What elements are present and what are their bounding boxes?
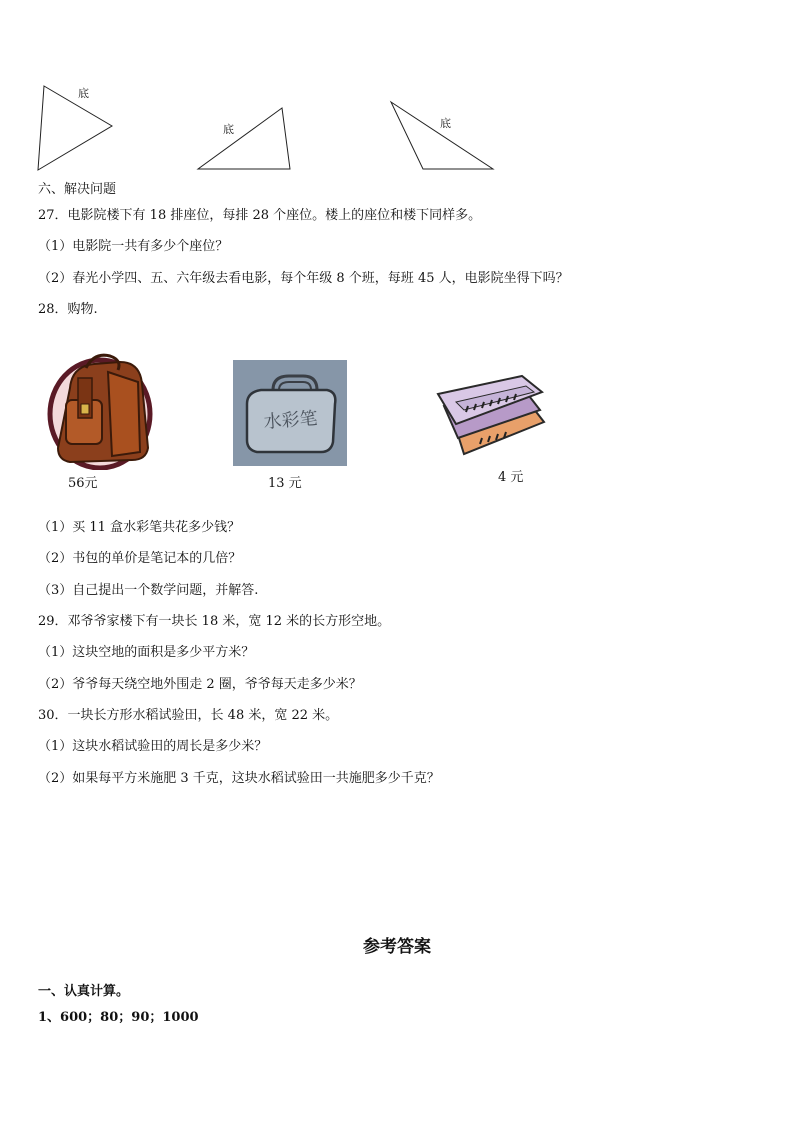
question-28-stem: 28．购物. [38,302,98,317]
triangle-2-base-label: 底 [223,123,234,136]
question-30-sub-1: （1）这块水稻试验田的周长是多少米？ [38,739,268,754]
question-29-stem: 29．邓爷爷家楼下有一块长 18 米，宽 12 米的长方形空地。 [38,614,391,629]
watercolor-pen-price: 13 元 [268,476,302,491]
answer-key-title: 参考答案 [363,937,431,957]
question-27-sub-1: （1）电影院一共有多少个座位？ [38,239,229,254]
question-29-sub-2: （2）爷爷每天绕空地外围走 2 圈，爷爷每天走多少米？ [38,677,362,692]
triangle-diagram-1 [34,82,116,174]
triangle-1-base-label: 底 [78,87,89,100]
question-27-sub-2: （2）春光小学四、五、六年级去看电影，每个年级 8 个班，每班 45 人，电影院坐得下吗？ [38,271,569,286]
question-30-stem: 30．一块长方形水稻试验田，长 48 米，宽 22 米。 [38,708,339,723]
notebooks-icon [434,366,546,458]
section-heading: 六、解决问题 [38,182,117,197]
triangle-diagram-2 [196,106,296,174]
question-28-sub-2: （2）书包的单价是笔记本的几倍？ [38,551,242,566]
question-28-sub-3: （3）自己提出一个数学问题，并解答. [38,583,259,598]
answer-1: 1、600；80；90；1000 [38,1010,199,1025]
triangle-diagram-3 [387,100,497,174]
watercolor-pen-box-icon [233,360,347,466]
question-28-sub-1: （1）买 11 盒水彩笔共花多少钱？ [38,520,241,535]
watercolor-box-text: 水彩笔 [262,408,319,433]
backpack-icon [42,348,154,470]
triangle-3-base-label: 底 [440,117,451,130]
notebook-price: 4 元 [498,470,524,485]
question-29-sub-1: （1）这块空地的面积是多少平方米？ [38,645,255,660]
question-27-stem: 27．电影院楼下有 18 排座位，每排 28 个座位。楼上的座位和楼下同样多。 [38,208,482,223]
question-30-sub-2: （2）如果每平方米施肥 3 千克，这块水稻试验田一共施肥多少千克？ [38,771,440,786]
answer-section-heading: 一、认真计算。 [38,984,130,999]
backpack-price: 56元 [68,476,98,491]
